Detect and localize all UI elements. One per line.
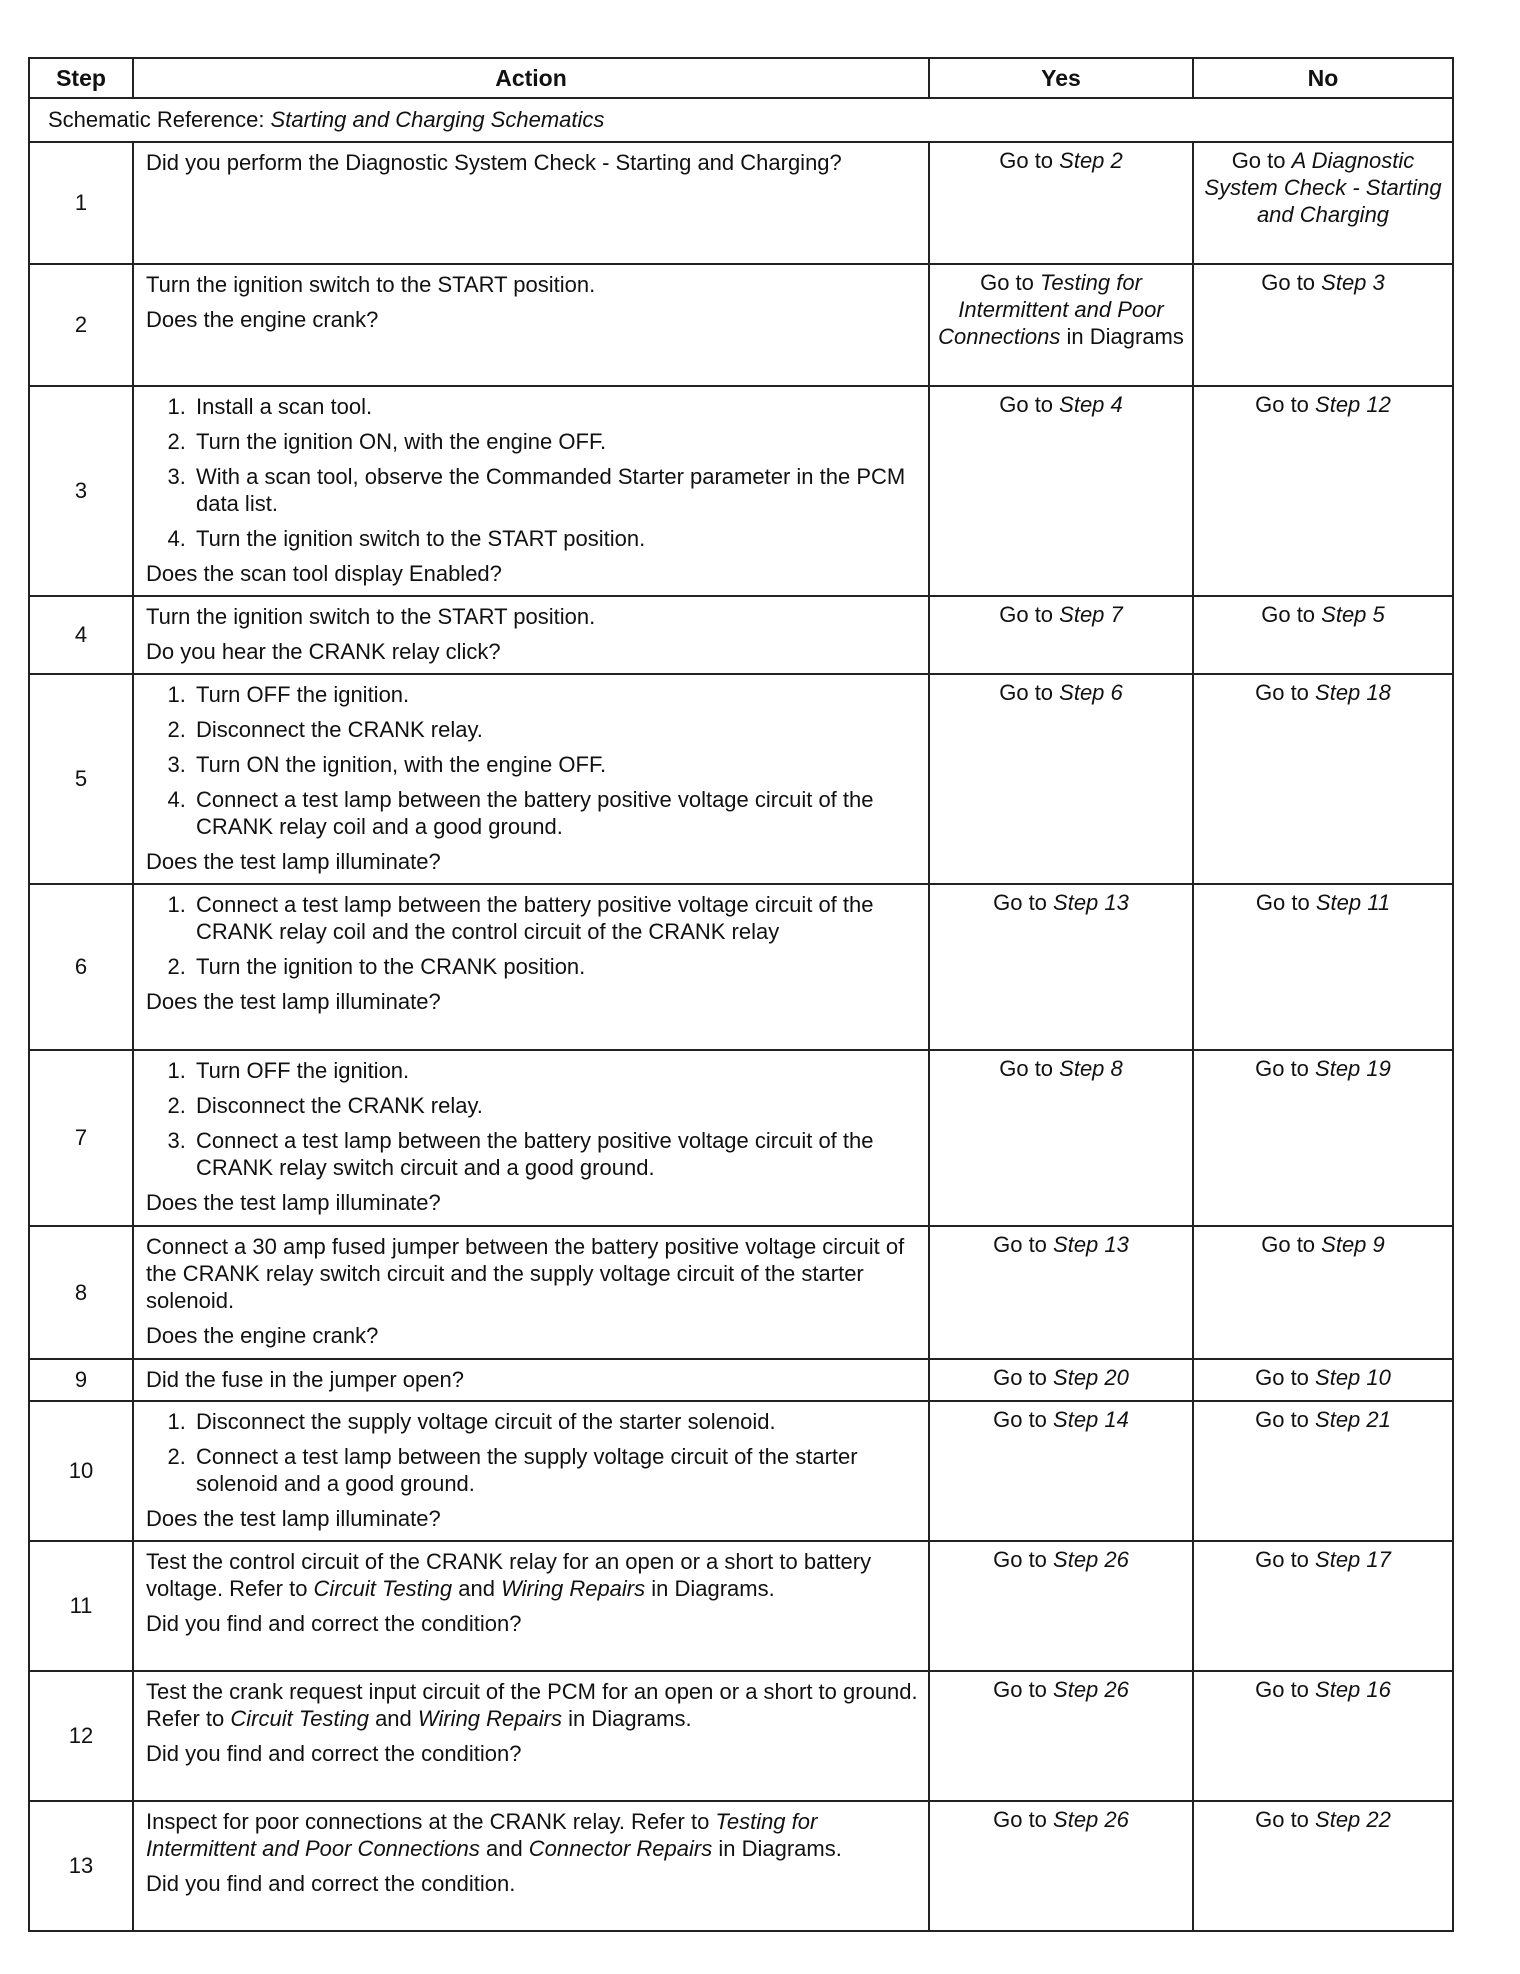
step-number: 7 — [29, 1050, 133, 1226]
substep: 1. Install a scan tool. — [192, 393, 918, 420]
step-row-2 — [29, 264, 1453, 386]
step-action: 1. Disconnect the supply voltage circuit of the starter solenoid. 2. Connect a test lamp between the supply voltage circuit of the starter solenoid and a good ground. Does the test lamp illuminate? — [133, 1401, 929, 1541]
no-cell: Go to Step 3 — [1193, 264, 1453, 386]
header-step: Step — [29, 58, 133, 98]
step-action: Test the crank request input circuit of the PCM for an open or a short to ground. Refer to Circuit Testing and Wiring Repairs in Diagrams. Did you find and correct the condition? — [133, 1671, 929, 1801]
substep: 2. Disconnect the CRANK relay. — [192, 716, 918, 743]
substep: 4. Connect a test lamp between the battery positive voltage circuit of the CRANK relay coil and a good ground. — [192, 786, 918, 840]
yes-cell: Go to Step 13 — [929, 884, 1193, 1050]
no-cell: Go to Step 5 — [1193, 596, 1453, 674]
substep-list — [146, 681, 918, 840]
substep: 3. Turn ON the ignition, with the engine OFF. — [192, 751, 918, 778]
step-row-6 — [29, 884, 1453, 1050]
step-row-9 — [29, 1359, 1453, 1401]
substep: 2. Connect a test lamp between the supply voltage circuit of the starter solenoid and a good ground. — [192, 1443, 918, 1497]
substep: 3. Connect a test lamp between the battery positive voltage circuit of the CRANK relay switch circuit and a good ground. — [192, 1127, 918, 1181]
step-number: 3 — [29, 386, 133, 596]
step-row-7 — [29, 1050, 1453, 1226]
substep: 4. Turn the ignition switch to the START position. — [192, 525, 918, 552]
yes-cell: Go to Step 20 — [929, 1359, 1193, 1401]
step-row-1 — [29, 142, 1453, 264]
header-no: No — [1193, 58, 1453, 98]
header-yes: Yes — [929, 58, 1193, 98]
step-number: 1 — [29, 142, 133, 264]
step-action: Connect a 30 amp fused jumper between the battery positive voltage circuit of the CRANK relay switch circuit and the supply voltage circuit of the starter solenoid. Does the engine crank? — [133, 1226, 929, 1359]
no-cell: Go to Step 16 — [1193, 1671, 1453, 1801]
step-row-10 — [29, 1401, 1453, 1541]
step-number: 4 — [29, 596, 133, 674]
no-cell: Go to Step 17 — [1193, 1541, 1453, 1671]
no-cell: Go to Step 18 — [1193, 674, 1453, 884]
step-number: 9 — [29, 1359, 133, 1401]
step-action: 1. Turn OFF the ignition. 2. Disconnect the CRANK relay. 3. Turn ON the ignition, with the engine OFF. 4. Connect a test lamp between the battery positive voltage circuit of the CRANK relay coil and a good ground. Does the test lamp illuminate? — [133, 674, 929, 884]
step-row-3 — [29, 386, 1453, 596]
step-number: 8 — [29, 1226, 133, 1359]
step-number: 2 — [29, 264, 133, 386]
yes-cell: Go to Step 4 — [929, 386, 1193, 596]
yes-cell: Go to Step 14 — [929, 1401, 1193, 1541]
yes-cell: Go to Step 7 — [929, 596, 1193, 674]
header-action: Action — [133, 58, 929, 98]
substep: 2. Disconnect the CRANK relay. — [192, 1092, 918, 1119]
no-cell: Go to Step 21 — [1193, 1401, 1453, 1541]
no-cell: Go to Step 22 — [1193, 1801, 1453, 1931]
step-action: Did the fuse in the jumper open? — [133, 1359, 929, 1401]
step-action: Inspect for poor connections at the CRANK relay. Refer to Testing for Intermittent and Poor Connections and Connector Repairs in Diagrams. Did you find and correct the condition. — [133, 1801, 929, 1931]
substep-list — [146, 891, 918, 980]
step-number: 10 — [29, 1401, 133, 1541]
substep: 1. Turn OFF the ignition. — [192, 681, 918, 708]
step-action: 1. Turn OFF the ignition. 2. Disconnect the CRANK relay. 3. Connect a test lamp between the battery positive voltage circuit of the CRANK relay switch circuit and a good ground. Does the test lamp illuminate? — [133, 1050, 929, 1226]
yes-cell: Go to Step 8 — [929, 1050, 1193, 1226]
substep: 1. Turn OFF the ignition. — [192, 1057, 918, 1084]
step-number: 6 — [29, 884, 133, 1050]
substep: 2. Turn the ignition ON, with the engine OFF. — [192, 428, 918, 455]
no-cell: Go to Step 10 — [1193, 1359, 1453, 1401]
no-cell: Go to Step 12 — [1193, 386, 1453, 596]
step-row-4 — [29, 596, 1453, 674]
step-row-8 — [29, 1226, 1453, 1359]
yes-cell: Go to Step 26 — [929, 1541, 1193, 1671]
substep: 2. Turn the ignition to the CRANK position. — [192, 953, 918, 980]
step-row-13 — [29, 1801, 1453, 1931]
no-cell: Go to Step 11 — [1193, 884, 1453, 1050]
substep-list — [146, 1408, 918, 1497]
substep: 1. Disconnect the supply voltage circuit of the starter solenoid. — [192, 1408, 918, 1435]
no-cell: Go to Step 9 — [1193, 1226, 1453, 1359]
substep: 1. Connect a test lamp between the battery positive voltage circuit of the CRANK relay coil and the control circuit of the CRANK relay — [192, 891, 918, 945]
step-action: Turn the ignition switch to the START position. Does the engine crank? — [133, 264, 929, 386]
no-cell: Go to A Diagnostic System Check - Starting and Charging — [1193, 142, 1453, 264]
step-row-11 — [29, 1541, 1453, 1671]
step-row-5 — [29, 674, 1453, 884]
step-number: 5 — [29, 674, 133, 884]
diagnostic-table — [28, 57, 1454, 1932]
substep-list — [146, 1057, 918, 1181]
yes-cell: Go to Step 26 — [929, 1801, 1193, 1931]
yes-cell: Go to Step 6 — [929, 674, 1193, 884]
schematic-row — [29, 98, 1453, 142]
step-number: 12 — [29, 1671, 133, 1801]
substep-list — [146, 393, 918, 552]
substep: 3. With a scan tool, observe the Commanded Starter parameter in the PCM data list. — [192, 463, 918, 517]
no-cell: Go to Step 19 — [1193, 1050, 1453, 1226]
yes-cell: Go to Step 2 — [929, 142, 1193, 264]
step-action: 1. Connect a test lamp between the battery positive voltage circuit of the CRANK relay coil and the control circuit of the CRANK relay 2. Turn the ignition to the CRANK position. Does the test lamp illuminate? — [133, 884, 929, 1050]
header-row — [29, 58, 1453, 98]
step-action: Turn the ignition switch to the START position. Do you hear the CRANK relay click? — [133, 596, 929, 674]
schematic-reference: Schematic Reference: Starting and Charging Schematics — [29, 98, 1453, 142]
step-action: 1. Install a scan tool. 2. Turn the ignition ON, with the engine OFF. 3. With a scan tool, observe the Commanded Starter parameter in the PCM data list. 4. Turn the ignition switch to the START position. Does the scan tool display Enabled? — [133, 386, 929, 596]
step-action: Did you perform the Diagnostic System Check - Starting and Charging? — [133, 142, 929, 264]
step-number: 11 — [29, 1541, 133, 1671]
yes-cell: Go to Step 26 — [929, 1671, 1193, 1801]
step-row-12 — [29, 1671, 1453, 1801]
yes-cell: Go to Step 13 — [929, 1226, 1193, 1359]
step-number: 13 — [29, 1801, 133, 1931]
step-action: Test the control circuit of the CRANK relay for an open or a short to battery voltage. Refer to Circuit Testing and Wiring Repairs in Diagrams. Did you find and correct the condition? — [133, 1541, 929, 1671]
yes-cell: Go to Testing for Intermittent and Poor Connections in Diagrams — [929, 264, 1193, 386]
